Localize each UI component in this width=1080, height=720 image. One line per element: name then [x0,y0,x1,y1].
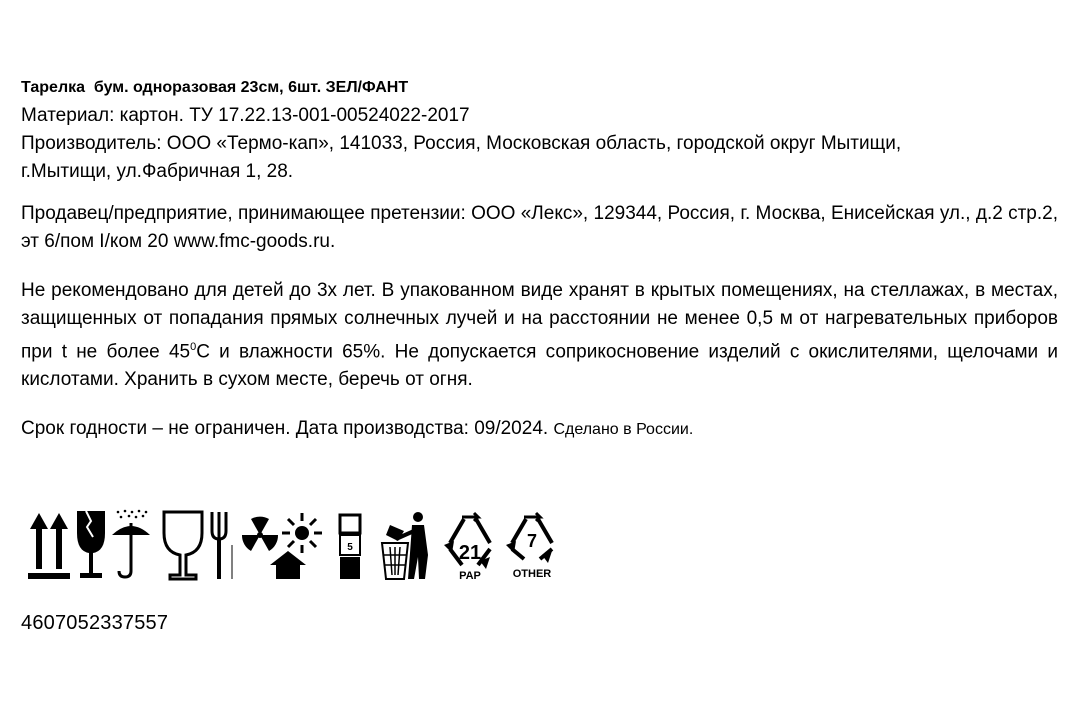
stacking-limit-icon [336,509,366,581]
storage-paragraph [21,277,1058,394]
manufacturer-line-1: Производитель: ООО «Термо-кап», 141033, Россия, Московская область, городской округ Мытищи, [21,133,902,154]
packaging-symbols [24,509,564,581]
product-title: Тарелка бум. одноразовая 23см, 6шт. ЗЕЛ/ФАНТ [21,79,409,96]
keep-dry-icon [110,509,152,581]
food-contact-icon [160,509,236,581]
seller-paragraph: Продавец/предприятие, принимающее претензии: ООО «Лекс», 129344, Россия, г. Москва, Енисейская ул., д.2 стр.2, эт 6/пом I/ком 20 www.fmc-goods.ru. [21,203,1058,252]
recycle-pap-number: 21 [458,542,482,564]
material-line: Материал: картон. ТУ 17.22.13-001-00524022-2017 [21,105,470,126]
dispose-in-bin-icon [378,509,434,581]
shelf-life-line [21,415,1058,444]
shelf-life-text: Срок годности – не ограничен. Дата производства: 09/2024. [21,418,549,440]
barcode-number: 4607052337557 [21,612,169,634]
stack-digit: 5 [347,542,353,553]
recycle-pap-21-icon [440,509,500,581]
protect-from-radiation-icon [242,509,326,581]
recycle-other-label: OTHER [512,568,552,580]
recycle-other-7-icon [502,509,562,581]
recycle-other-number: 7 [526,531,538,551]
storage-text-1: Не рекомендовано для детей до 3х лет. В упакованном виде хранят в крытых помещениях, на стеллажах, в местах, защищенных от попадания прямых солнечных лучей и на расстоянии не менее 0,5 м от нагревательных приборов при t не более 45 [21,280,1058,363]
degree-superscript: 0 [190,341,197,353]
recycle-pap-label: PAP [459,570,481,581]
storage-text-2: С и влажности 65%. Не допускается соприкосновение изделий с окислителями, щелочами и кислотами. Хранить в сухом месте, беречь от огня. [21,341,1059,391]
manufacturer-line-2: г.Мытищи, ул.Фабричная 1, 28. [21,161,294,182]
this-way-up-icon [26,509,72,581]
made-in-text: Сделано в России. [553,421,694,439]
fragile-icon [74,509,108,581]
product-label [21,76,1058,444]
